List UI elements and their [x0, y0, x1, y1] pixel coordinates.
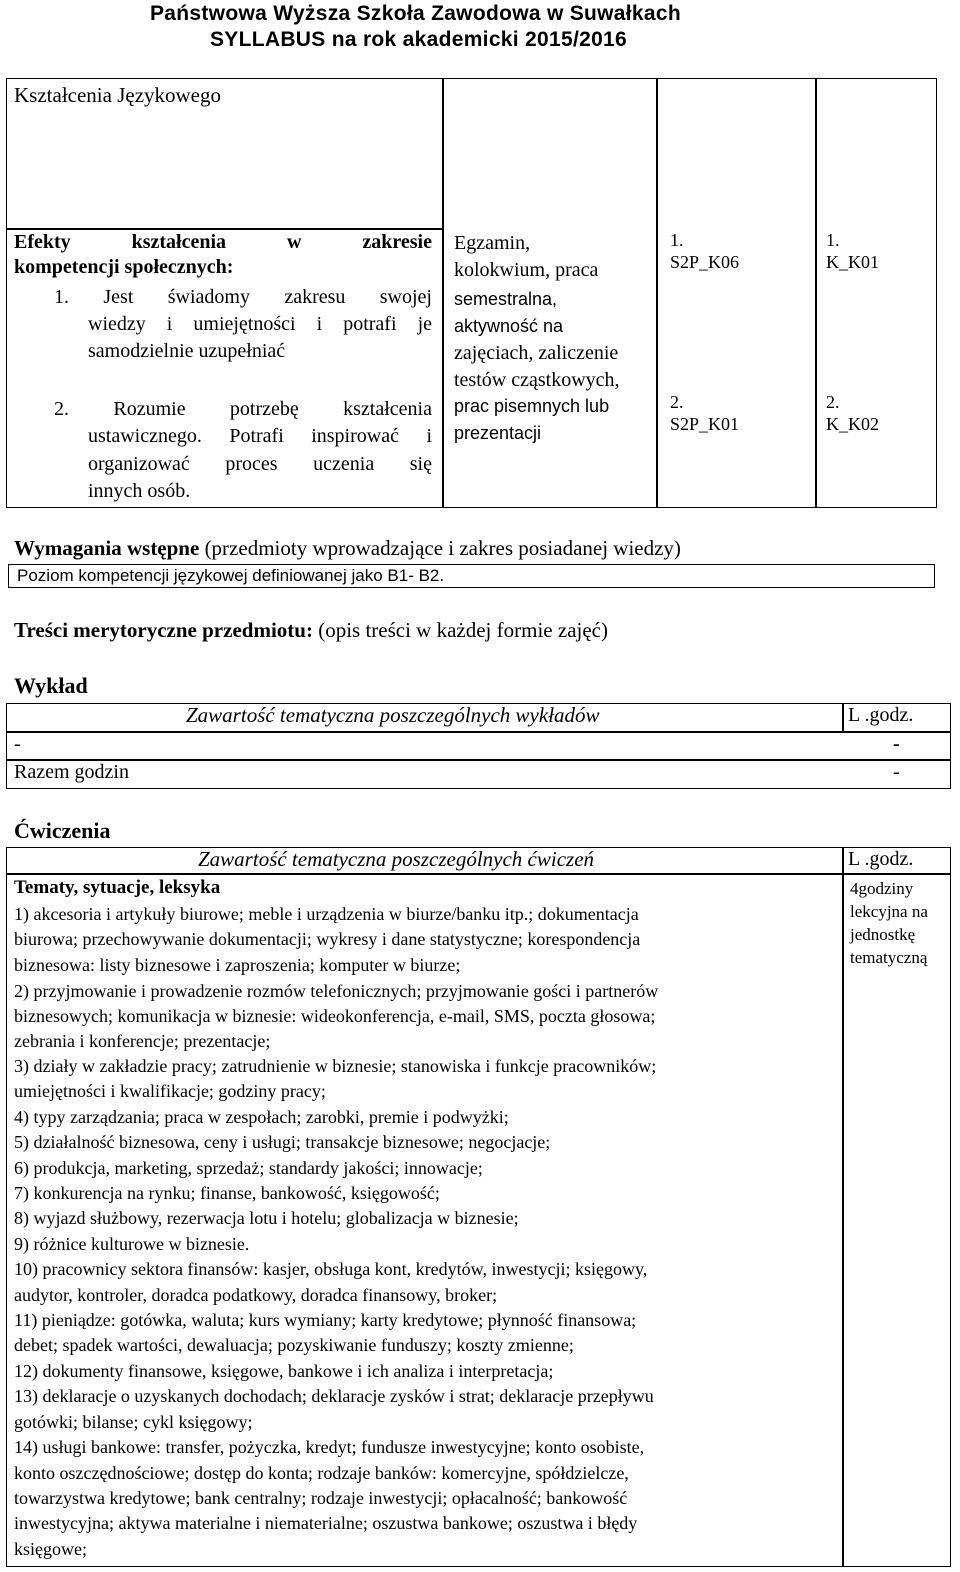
code-value: S2P_K06 — [670, 252, 740, 272]
exercise-topic-line: 10) pracownicy sektora finansów: kasjer, obsługa kont, kredytów, inwestycji; księgowy, — [14, 1259, 648, 1279]
exercise-topic-line: umiejętności i kwalifikacje; godziny pracy; — [14, 1081, 326, 1101]
exercise-topic-line: biznesowych; komunikacja w biznesie: wideokonferencja, e-mail, SMS, poczta głosowa; — [14, 1006, 656, 1026]
exercise-topic-line: 1) akcesoria i artykuły biurowe; meble i urządzenia w biurze/banku itp.; dokumentacja — [14, 904, 639, 924]
exercise-topic-line: 12) dokumenty finansowe, księgowe, bankowe i ich analiza i interpretacja; — [14, 1361, 554, 1381]
code-value: K_K02 — [826, 414, 879, 434]
exercises-hours-note: 4godziny — [850, 879, 914, 898]
lecture-heading: Wykład — [14, 673, 88, 698]
code-value: S2P_K01 — [670, 414, 740, 434]
requirements-box — [8, 564, 935, 588]
effect-item-1-line2: wiedzy i umiejętności i potrafi je — [88, 313, 432, 335]
exercise-topic-line: gotówki; bilanse; cykl księgowy; — [14, 1412, 253, 1432]
code-number: 1. — [670, 230, 684, 250]
lecture-row-divider — [6, 759, 951, 761]
exercise-topic-line: 7) konkurencja na rynku; finanse, bankowość, księgowość; — [14, 1183, 440, 1203]
effect-item-2-line2: ustawicznego. Potrafi inspirować i — [88, 425, 432, 447]
col-divider-1 — [442, 78, 444, 508]
effects-title-word: zakresie — [362, 231, 432, 253]
requirements-heading — [14, 536, 681, 561]
code-number: 2. — [826, 392, 840, 412]
content-heading — [14, 618, 608, 643]
content-title: Treści merytoryczne przedmiotu: — [14, 618, 313, 642]
exercise-topic-line: 11) pieniądze: gotówka, waluta; kurs wymiany; karty kredytowe; płynność finansowa; — [14, 1310, 637, 1330]
exercises-hours-note: lekcyjna na — [850, 902, 928, 921]
effects-title-word: Efekty — [14, 231, 71, 253]
code-number: 2. — [670, 392, 684, 412]
exercise-topic-line: 2) przyjmowanie i prowadzenie rozmów telefonicznych; przyjmowanie gości i partnerów — [14, 981, 659, 1001]
lecture-col-header: Zawartość tematyczna poszczególnych wykładów — [186, 703, 600, 727]
exercise-topic-line: 3) działy w zakładzie pracy; zatrudnienie w biznesie; stanowiska i funkcje pracowników; — [14, 1056, 657, 1076]
exercises-hours-note: jednostkę — [850, 925, 916, 944]
exercises-topics-title: Tematy, sytuacje, leksyka — [14, 877, 221, 898]
exercise-topic-line: biznesowa: listy biznesowe i zaproszenia; komputer w biurze; — [14, 955, 461, 975]
effect-item-2-line4: innych osób. — [88, 480, 191, 502]
department-name: Kształcenia Językowego — [14, 83, 221, 107]
exercise-topic-line: konto oszczędnościowe; dostęp do konta; rodzaje banków: komercyjne, spółdzielcze, — [14, 1463, 629, 1483]
exercise-topic-line: biurowa; przechowywanie dokumentacji; wykresy i dane statystyczne; korespondencja — [14, 929, 641, 949]
exercise-topic-line: 14) usługi bankowe: transfer, pożyczka, kredyt; fundusze inwestycyjne; konto osobiste, — [14, 1437, 645, 1457]
lecture-row-text: - — [14, 733, 21, 755]
exercises-hours-header: L .godz. — [848, 848, 914, 870]
lecture-col-divider — [842, 703, 844, 731]
assessment-line: prezentacji — [454, 423, 542, 443]
effect-item-2-line1: 2. Rozumie potrzebę kształcenia — [54, 398, 432, 420]
exercise-topic-line: 5) działalność biznesowa, ceny i usługi; transakcje biznesowe; negocjacje; — [14, 1132, 551, 1152]
effect-item-1-line3: samodzielnie uzupełniać — [88, 340, 286, 362]
exercises-col-header: Zawartość tematyczna poszczególnych ćwiczeń — [198, 847, 595, 871]
assessment-line: semestralna, — [454, 289, 558, 309]
effects-title-word: w — [286, 231, 302, 253]
exercise-topic-line: 4) typy zarządzania; praca w zespołach; zarobki, premie i podwyżki; — [14, 1107, 509, 1127]
effects-title-line2: kompetencji społecznych: — [14, 256, 234, 278]
exercise-topic-line: inwestycyjna; aktywa materialne i niematerialne; oszustwa bankowe; oszustwa i błędy — [14, 1513, 638, 1533]
lecture-row-hours: - — [893, 733, 900, 755]
exercises-row-divider — [6, 873, 951, 875]
effect-item-1-line1: 1. Jest świadomy zakresu swojej — [54, 286, 432, 308]
lecture-total-label: Razem godzin — [14, 761, 129, 783]
assessment-line: zajęciach, zaliczenie — [454, 342, 619, 364]
lecture-hours-header: L .godz. — [848, 704, 914, 726]
exercise-topic-line: zebrania i konferencje; prezentacje; — [14, 1031, 271, 1051]
effect-item-2-line3: organizować proces uczenia się — [88, 453, 432, 475]
exercises-col-divider — [842, 847, 844, 1567]
exercise-topic-line: 9) różnice kulturowe w biznesie. — [14, 1234, 250, 1254]
exercises-heading: Ćwiczenia — [14, 818, 111, 843]
exercise-topic-line: debet; spadek wartości, dewaluacja; pozyskiwanie funduszy; koszty zmienne; — [14, 1335, 574, 1355]
exercise-topic-line: 8) wyjazd służbowy, rezerwacja lotu i hotelu; globalizacja w biznesie; — [14, 1208, 519, 1228]
code-number: 1. — [826, 230, 840, 250]
effects-title — [14, 230, 432, 280]
exercise-topic-line: 6) produkcja, marketing, sprzedaż; standardy jakości; innowacje; — [14, 1158, 483, 1178]
effects-title-word: kształcenia — [131, 231, 227, 253]
content-subtitle: (opis treści w każdej formie zajęć) — [312, 618, 608, 642]
lecture-total-value: - — [893, 761, 900, 783]
syllabus-year: SYLLABUS na rok akademicki 2015/2016 — [210, 28, 628, 51]
exercise-topic-line: księgowe; — [14, 1539, 87, 1559]
institution-name: Państwowa Wyższa Szkoła Zawodowa w Suwałkach — [150, 2, 681, 25]
code-value: K_K01 — [826, 252, 879, 272]
requirements-value: Poziom kompetencji językowej definiowanej jako B1- B2. — [17, 566, 445, 585]
exercise-topic-line: audytor, kontroler, doradca podatkowy, doradca finansowy, broker; — [14, 1285, 498, 1305]
assessment-line: Egzamin, — [454, 232, 531, 254]
assessment-line: kolokwium, praca — [454, 259, 599, 281]
col-divider-3 — [815, 78, 817, 508]
requirements-subtitle: (przedmioty wprowadzające i zakres posiadanej wiedzy) — [199, 536, 681, 560]
col-divider-2 — [656, 78, 658, 508]
exercises-hours-note: tematyczną — [850, 948, 928, 967]
assessment-line: prac pisemnych lub — [454, 396, 610, 416]
assessment-line: testów cząstkowych, — [454, 369, 620, 391]
exercise-topic-line: towarzystwa kredytowe; bank centralny; rodzaje inwestycji; opłacalność; bankowość — [14, 1488, 628, 1508]
assessment-line: aktywność na — [454, 316, 564, 336]
exercise-topic-line: 13) deklaracje o uzyskanych dochodach; deklaracje zysków i strat; deklaracje przepływu — [14, 1386, 654, 1406]
lecture-row-divider — [6, 731, 951, 733]
requirements-title: Wymagania wstępne — [14, 536, 200, 560]
